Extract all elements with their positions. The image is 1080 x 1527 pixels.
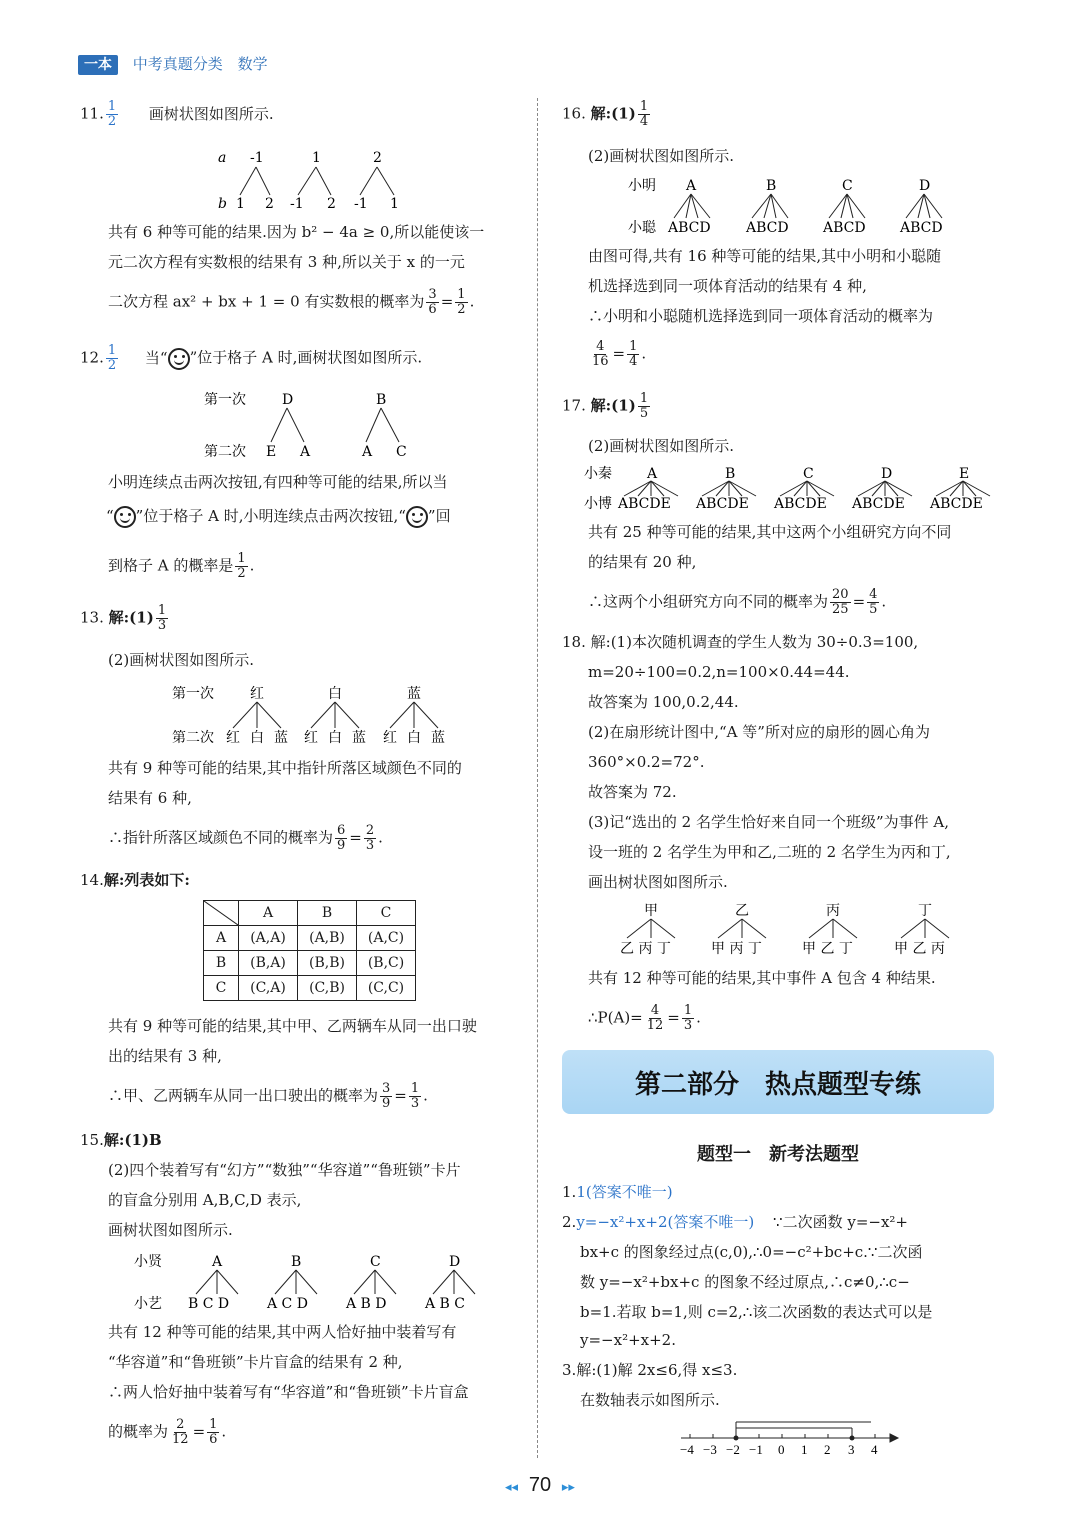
svg-text:B: B [376,392,387,408]
q15-line7: 的概率为 $\frac{2}{12}$ = $\frac{1}{6}$ . [108,1417,227,1447]
next-arrows-icon: ▸▸ [561,1480,575,1495]
svg-text:2: 2 [824,1442,831,1457]
q13-line1: 共有 9 种等可能的结果,其中指针所落区域颜色不同的 [108,759,462,777]
svg-text:−1: −1 [749,1442,763,1457]
svg-text:ABCDE: ABCDE [852,496,905,512]
p2q2-line5: y=−x²+x+2. [580,1331,676,1349]
smiley-icon [114,506,136,528]
svg-text:D: D [449,1254,461,1270]
p2q3-line2: 在数轴表示如图所示. [580,1391,720,1409]
table-row: C (C,A) (C,B) (C,C) [204,976,416,1001]
svg-text:第一次: 第一次 [204,392,246,408]
svg-text:小明: 小明 [628,178,656,194]
table-row: B (B,A) (B,B) (B,C) [204,951,416,976]
svg-text:-1: -1 [290,196,304,212]
p2q2-line4: b=1.若取 b=1,则 c=2,∴该二次函数的表达式可以是 [580,1303,933,1321]
header [78,53,268,74]
svg-text:B: B [766,178,777,194]
svg-text:C: C [803,466,814,482]
svg-text:C: C [396,444,407,460]
svg-text:蓝: 蓝 [274,730,288,746]
p2q1: 1.1(答案不唯一) [562,1183,673,1201]
svg-text:蓝: 蓝 [407,686,421,702]
svg-text:ABCDE: ABCDE [696,496,749,512]
page-number: 70 [528,1474,552,1496]
svg-text:1: 1 [801,1442,808,1457]
type-title: 题型一 新考法题型 [697,1144,859,1165]
q15-line6: ∴两人恰好抽中装着写有“华容道”和“鲁班锁”卡片盲盒 [108,1383,469,1401]
svg-text:-1: -1 [354,196,368,212]
svg-text:白: 白 [328,686,342,702]
q13-part2: (2)画树状图如图所示. [108,651,255,669]
svg-text:红: 红 [226,730,240,746]
svg-text:2: 2 [373,150,382,166]
svg-text:ABCDE: ABCDE [774,496,827,512]
svg-text:A: A [212,1254,223,1270]
q16-part2: (2)画树状图如图所示. [588,147,735,165]
svg-text:甲 乙 丙: 甲 乙 丙 [894,941,945,957]
svg-text:ABCD: ABCD [668,220,711,236]
q18-line5: 360°×0.2=72°. [588,753,705,771]
svg-text:4: 4 [871,1442,878,1457]
svg-text:1: 1 [312,150,321,166]
svg-text:−3: −3 [703,1442,717,1457]
svg-text:乙: 乙 [735,903,749,919]
svg-text:ABCD: ABCD [900,220,943,236]
svg-text:第二次: 第二次 [172,730,214,746]
svg-text:蓝: 蓝 [431,730,445,746]
q11-line2: 元二次方程有实数根的结果有 3 种,所以关于 x 的一元 [108,253,465,271]
svg-text:-1: -1 [250,150,264,166]
p2q2-line2: bx+c 的图象经过点(c,0),∴0=−c²+bc+c.∵二次函 [580,1243,923,1261]
q18-line1: 18. 解:(1)本次随机调查的学生人数为 30÷0.3=100, [562,633,919,651]
svg-text:3: 3 [848,1442,855,1457]
q18-line3: 故答案为 100,0.2,44. [588,693,739,711]
q14-line3: ∴甲、乙两辆车从同一出口驶出的概率为 $\frac{3}{9}$ = $\frac{1}{3}$ . [108,1081,428,1111]
column-divider [537,98,538,1458]
q12-head: 12. $\frac{1}{2}$ 当“ ”位于格子 A 时,画树状图如图所示. [80,343,423,373]
q16-tree-diagram [626,172,966,236]
svg-text:ABCDE: ABCDE [618,496,671,512]
table-header: A [239,901,298,926]
prev-arrows-icon: ◂◂ [505,1480,519,1495]
svg-text:0: 0 [778,1442,785,1457]
q17-part2: (2)画树状图如图所示. [588,437,735,455]
number-line [676,1414,906,1458]
svg-text:红: 红 [304,730,318,746]
svg-text:B: B [291,1254,302,1270]
svg-text:甲 乙 丁: 甲 乙 丁 [802,941,853,957]
q16-head: 16. 解:(1) $\frac{1}{4}$ [562,99,649,129]
q16-line2: 机选择选到同一项体育活动的结果有 4 种, [588,277,867,295]
q18-line7: (3)记“选出的 2 名学生恰好来自同一个班级”为事件 A, [588,813,950,831]
q18-line4: (2)在扇形统计图中,“A 等”所对应的扇形的圆心角为 [588,723,930,741]
svg-text:C: C [370,1254,381,1270]
q15-line4: 共有 12 种等可能的结果,其中两人恰好抽中装着写有 [108,1323,457,1341]
svg-text:B C D: B C D [188,1296,230,1312]
q15-line5: “华容道”和“鲁班锁”卡片盲盒的结果有 2 种, [108,1353,403,1371]
q15-head: 15.解:(1)B [80,1131,162,1149]
svg-text:乙 丙 丁: 乙 丙 丁 [620,941,671,957]
svg-text:B: B [725,466,736,482]
svg-text:白: 白 [328,730,342,746]
p2q3-line1: 3.解:(1)解 2x≤6,得 x≤3. [562,1361,738,1379]
q18-line6: 故答案为 72. [588,783,677,801]
svg-text:A C D: A C D [267,1296,308,1312]
q18-line9: 画出树状图如图所示. [588,873,728,891]
q17-line2: 的结果有 20 种, [588,553,697,571]
svg-text:白: 白 [250,730,264,746]
svg-text:A: A [362,444,373,460]
q16-line4: $\frac{4}{16}$ = $\frac{1}{4}$ . [592,339,647,369]
page-footer [0,1474,1080,1497]
q18-line8: 设一班的 2 名学生为甲和乙,二班的 2 名学生为丙和丁, [588,843,951,861]
q15-line1: (2)四个装着写有“幻方”“数独”“华容道”“鲁班锁”卡片 [108,1161,461,1179]
svg-text:b: b [218,196,227,212]
brand-logo: 一本 [78,55,118,75]
svg-text:−2: −2 [726,1442,740,1457]
p2q2-line1: 2.y=−x²+x+2(答案不唯一) ∵二次函数 y=−x²+ [562,1213,908,1231]
svg-text:红: 红 [383,730,397,746]
svg-text:丁: 丁 [918,903,932,919]
svg-text:E: E [266,444,277,460]
svg-text:2: 2 [327,196,336,212]
svg-text:蓝: 蓝 [352,730,366,746]
svg-text:A: A [647,466,658,482]
q13-head: 13. 解:(1) $\frac{1}{3}$ [80,603,167,633]
svg-text:A: A [300,444,311,460]
svg-text:第一次: 第一次 [172,686,214,702]
svg-text:A: A [686,178,697,194]
svg-text:a: a [218,150,227,166]
q15-line3: 画树状图如图所示. [108,1221,233,1239]
svg-text:小博: 小博 [584,496,612,512]
q18-line11: ∴P(A)= $\frac{4}{12}$ = $\frac{1}{3}$ . [588,1003,701,1033]
q18-line10: 共有 12 种等可能的结果,其中事件 A 包含 4 种结果. [588,969,936,987]
q12-line1: 小明连续点击两次按钮,有四种等可能的结果,所以当 [108,473,448,491]
svg-text:ABCD: ABCD [823,220,866,236]
q14-line1: 共有 9 种等可能的结果,其中甲、乙两辆车从同一出口驶 [108,1017,477,1035]
svg-text:C: C [842,178,853,194]
svg-text:2: 2 [265,196,274,212]
q11-head: 11. $\frac{1}{2}$ 画树状图如图所示. [80,99,274,129]
svg-text:1: 1 [236,196,245,212]
part2-title: 第二部分 热点题型专练 [634,1069,921,1100]
q12-tree-diagram [200,388,430,460]
svg-text:丙: 丙 [826,903,840,919]
p2q2-line3: 数 y=−x²+bx+c 的图象不经过原点,∴c≠0,∴c− [580,1273,910,1291]
svg-text:第二次: 第二次 [204,444,246,460]
series-title: 中考真题分类 [132,55,223,73]
table-header: B [298,901,357,926]
q15-line2: 的盲盒分别用 A,B,C,D 表示, [108,1191,302,1209]
q13-line3: ∴指针所落区域颜色不同的概率为 $\frac{6}{9}$ = $\frac{2}{3}$ . [108,823,383,853]
q14-head: 14.解:列表如下: [80,871,190,889]
smiley-icon [168,348,190,370]
q16-line1: 由图可得,共有 16 种等可能的结果,其中小明和小聪随 [588,247,942,265]
svg-text:1: 1 [390,196,399,212]
svg-text:D: D [919,178,931,194]
table-row: A (A,A) (A,B) (A,C) [204,926,416,951]
svg-text:A B C: A B C [425,1296,466,1312]
svg-text:ABCDE: ABCDE [930,496,983,512]
svg-text:小艺: 小艺 [134,1296,162,1312]
svg-text:D: D [282,392,294,408]
svg-text:甲: 甲 [644,903,658,919]
q16-line3: ∴小明和小聪随机选择选到同一项体育活动的概率为 [588,307,934,325]
q17-line3: ∴这两个小组研究方向不同的概率为 $\frac{20}{25}$ = $\frac{4}{5}$ . [588,587,887,617]
q14-line2: 出的结果有 3 种, [108,1047,222,1065]
svg-text:小贤: 小贤 [134,1254,162,1270]
q13-tree-diagram [170,680,460,750]
q11-line1: 共有 6 种等可能的结果.因为 b² − 4a ≥ 0,所以能使该一 [108,223,485,241]
q15-tree-diagram [130,1250,500,1314]
svg-text:ABCD: ABCD [746,220,789,236]
q17-line1: 共有 25 种等可能的结果,其中这两个小组研究方向不同 [588,523,952,541]
q12-line2: “ ”位于格子 A 时,小明连续点击两次按钮,“ ”回 [106,506,451,528]
smiley-icon [406,506,428,528]
svg-text:白: 白 [407,730,421,746]
part2-banner [562,1050,994,1114]
svg-text:小聪: 小聪 [628,220,656,236]
q11-line3: 二次方程 ax² + bx + 1 = 0 有实数根的概率为 $\frac{3}{6}$ = $\frac{1}{2}$ . [108,287,475,317]
svg-text:红: 红 [250,686,264,702]
svg-text:小秦: 小秦 [584,466,612,482]
svg-text:甲 丙 丁: 甲 丙 丁 [711,941,762,957]
subject-title: 数学 [237,55,268,73]
svg-text:−4: −4 [680,1442,694,1457]
q17-head: 17. 解:(1) $\frac{1}{5}$ [562,391,649,421]
q18-line2: m=20÷100=0.2,n=100×0.44=44. [588,663,850,681]
q17-tree-diagram [584,460,1004,514]
q12-line3: 到格子 A 的概率是 $\frac{1}{2}$ . [108,551,255,581]
q11-tree-diagram [210,145,410,215]
table-header: C [357,901,416,926]
svg-text:D: D [881,466,893,482]
q14-table [203,900,416,1001]
svg-text:E: E [959,466,970,482]
q13-line2: 结果有 6 种, [108,789,192,807]
table-corner-cell [204,901,239,926]
q18-tree-diagram [612,898,982,960]
svg-text:A B D: A B D [346,1296,387,1312]
